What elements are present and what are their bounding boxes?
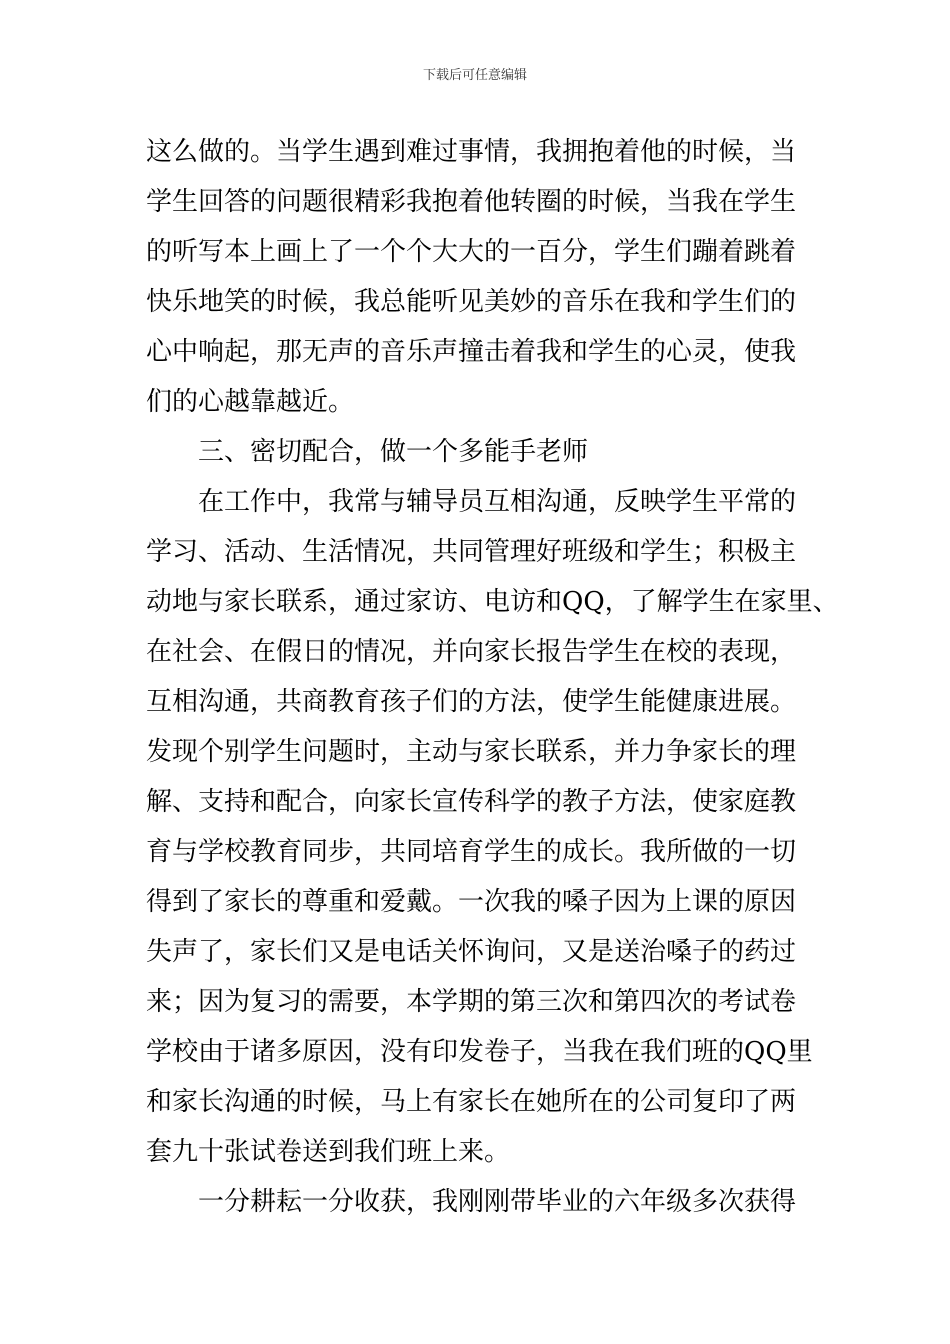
text-line: 来；因为复习的需要，本学期的第三次和第四次的考试卷	[146, 987, 797, 1017]
text-line: 学生回答的问题很精彩我抱着他转圈的时候，当我在学生	[146, 187, 797, 217]
text-line: 学习、活动、生活情况，共同管理好班级和学生；积极主	[146, 537, 797, 567]
text-line: 在社会、在假日的情况，并向家长报告学生在校的表现，	[146, 637, 797, 667]
text-line: 动地与家长联系，通过家访、电访和QQ，了解学生在家里、	[146, 587, 839, 617]
text-line: 在工作中，我常与辅导员互相沟通，反映学生平常的	[198, 487, 797, 517]
text-line: 互相沟通，共商教育孩子们的方法，使学生能健康进展。	[146, 687, 797, 717]
page-header: 下载后可任意编辑	[422, 68, 527, 83]
text-line: 失声了，家长们又是电话关怀询问，又是送治嗓子的药过	[146, 937, 797, 967]
document-body	[146, 127, 839, 1227]
text-line: 一分耕耘一分收获，我刚刚带毕业的六年级多次获得	[198, 1187, 797, 1217]
text-line: 解、支持和配合，向家长宣传科学的教子方法，使家庭教	[146, 787, 797, 817]
text-line: 育与学校教育同步，共同培育学生的成长。我所做的一切	[146, 837, 797, 867]
text-line: 这么做的。当学生遇到难过事情，我拥抱着他的时候，当	[146, 137, 797, 167]
text-line: 学校由于诸多原因，没有印发卷子，当我在我们班的QQ里	[146, 1037, 813, 1067]
text-line: 们的心越靠越近。	[146, 387, 355, 417]
text-line: 心中响起，那无声的音乐声撞击着我和学生的心灵，使我	[146, 337, 797, 367]
text-line: 的听写本上画上了一个个大大的一百分，学生们蹦着跳着	[146, 237, 797, 267]
text-line: 发现个别学生问题时，主动与家长联系，并力争家长的理	[146, 737, 797, 767]
text-line: 和家长沟通的时候，马上有家长在她所在的公司复印了两	[146, 1087, 797, 1117]
text-line: 快乐地笑的时候，我总能听见美妙的音乐在我和学生们的	[146, 287, 797, 317]
section-heading: 三、密切配合，做一个多能手老师	[198, 437, 589, 467]
text-line: 得到了家长的尊重和爱戴。一次我的嗓子因为上课的原因	[146, 887, 797, 917]
text-line: 套九十张试卷送到我们班上来。	[146, 1137, 511, 1167]
